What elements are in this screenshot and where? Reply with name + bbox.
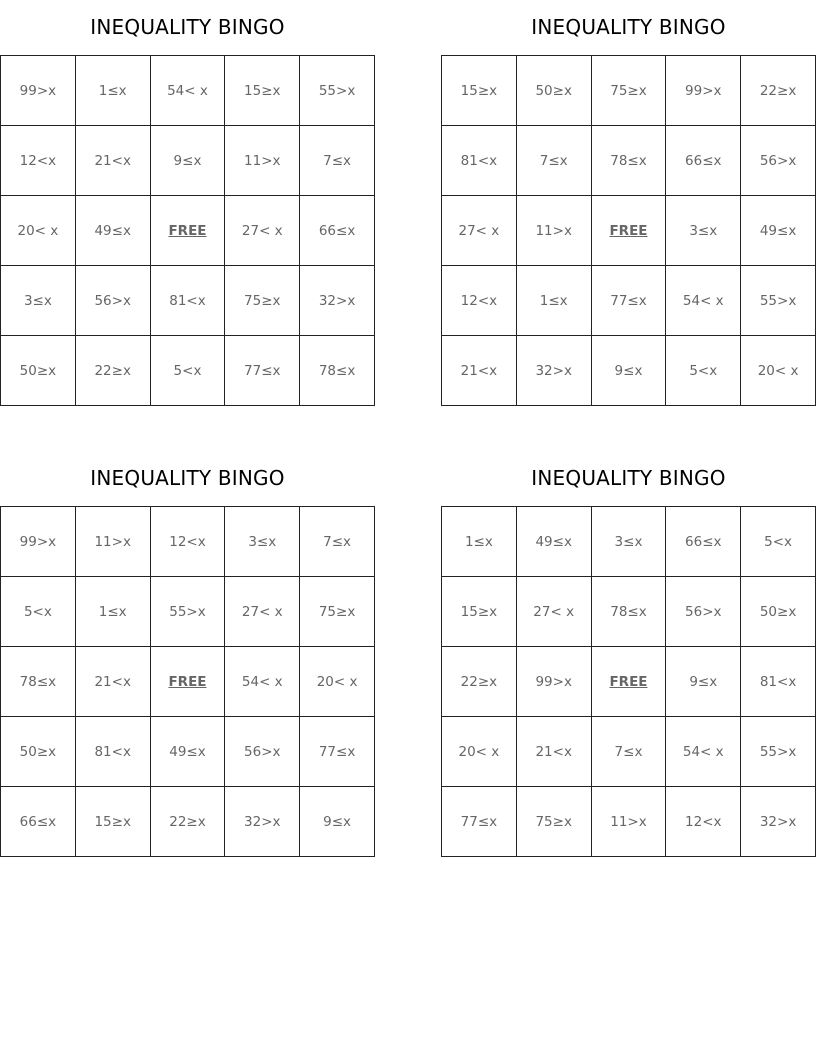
bingo-grid bbox=[0, 506, 375, 857]
bingo-cell: 54< x bbox=[666, 717, 741, 787]
bingo-cell: 66≤x bbox=[666, 507, 741, 577]
bingo-cell: 75≥x bbox=[300, 577, 375, 647]
bingo-cell: 81<x bbox=[442, 126, 517, 196]
free-space-cell: FREE bbox=[151, 196, 226, 266]
bingo-cell: 21<x bbox=[442, 336, 517, 406]
bingo-grid bbox=[441, 55, 816, 406]
bingo-cell: 99>x bbox=[1, 56, 76, 126]
bingo-cell: 5<x bbox=[666, 336, 741, 406]
bingo-cell: 49≤x bbox=[151, 717, 226, 787]
bingo-cell: 56>x bbox=[76, 266, 151, 336]
bingo-grid bbox=[441, 506, 816, 857]
bingo-cell: 22≥x bbox=[151, 787, 226, 857]
bingo-cell: 20< x bbox=[1, 196, 76, 266]
bingo-cell: 20< x bbox=[442, 717, 517, 787]
bingo-cell: 7≤x bbox=[517, 126, 592, 196]
bingo-cell: 75≥x bbox=[517, 787, 592, 857]
card-title: INEQUALITY BINGO bbox=[531, 466, 726, 490]
bingo-cell: 75≥x bbox=[592, 56, 667, 126]
bingo-cell: 5<x bbox=[1, 577, 76, 647]
bingo-cell: 78≤x bbox=[1, 647, 76, 717]
bingo-cell: 3≤x bbox=[1, 266, 76, 336]
bingo-cell: 77≤x bbox=[592, 266, 667, 336]
card-title: INEQUALITY BINGO bbox=[90, 466, 285, 490]
bingo-cell: 50≥x bbox=[1, 717, 76, 787]
bingo-cell: 12<x bbox=[442, 266, 517, 336]
bingo-cell: 32>x bbox=[300, 266, 375, 336]
bingo-cell: 50≥x bbox=[741, 577, 816, 647]
bingo-cell: 49≤x bbox=[741, 196, 816, 266]
bingo-cell: 7≤x bbox=[300, 126, 375, 196]
bingo-cell: 56>x bbox=[225, 717, 300, 787]
bingo-cell: 50≥x bbox=[517, 56, 592, 126]
bingo-cell: 20< x bbox=[741, 336, 816, 406]
bingo-cell: 12<x bbox=[666, 787, 741, 857]
bingo-cell: 66≤x bbox=[666, 126, 741, 196]
bingo-cell: 54< x bbox=[151, 56, 226, 126]
bingo-cell: 11>x bbox=[76, 507, 151, 577]
bingo-cell: 9≤x bbox=[666, 647, 741, 717]
bingo-cell: 3≤x bbox=[592, 507, 667, 577]
bingo-cell: 21<x bbox=[517, 717, 592, 787]
bingo-grid bbox=[0, 55, 375, 406]
bingo-cell: 54< x bbox=[225, 647, 300, 717]
bingo-cell: 27< x bbox=[442, 196, 517, 266]
bingo-cell: 7≤x bbox=[300, 507, 375, 577]
bingo-cell: 78≤x bbox=[300, 336, 375, 406]
card-title: INEQUALITY BINGO bbox=[90, 15, 285, 39]
bingo-cell: 75≥x bbox=[225, 266, 300, 336]
bingo-cell: 27< x bbox=[517, 577, 592, 647]
bingo-cell: 15≥x bbox=[225, 56, 300, 126]
bingo-cell: 66≤x bbox=[1, 787, 76, 857]
bingo-cell: 15≥x bbox=[76, 787, 151, 857]
card-title: INEQUALITY BINGO bbox=[531, 15, 726, 39]
bingo-cell: 22≥x bbox=[76, 336, 151, 406]
bingo-cell: 1≤x bbox=[442, 507, 517, 577]
bingo-cell: 9≤x bbox=[300, 787, 375, 857]
bingo-cell: 77≤x bbox=[442, 787, 517, 857]
bingo-cell: 9≤x bbox=[592, 336, 667, 406]
bingo-cell: 11>x bbox=[225, 126, 300, 196]
bingo-cell: 77≤x bbox=[300, 717, 375, 787]
free-space-cell: FREE bbox=[592, 647, 667, 717]
bingo-cell: 56>x bbox=[741, 126, 816, 196]
bingo-cell: 77≤x bbox=[225, 336, 300, 406]
bingo-cell: 1≤x bbox=[76, 56, 151, 126]
bingo-cell: 99>x bbox=[1, 507, 76, 577]
bingo-cell: 54< x bbox=[666, 266, 741, 336]
bingo-cell: 1≤x bbox=[76, 577, 151, 647]
bingo-cell: 21<x bbox=[76, 126, 151, 196]
bingo-cell: 56>x bbox=[666, 577, 741, 647]
bingo-cell: 99>x bbox=[666, 56, 741, 126]
bingo-cell: 78≤x bbox=[592, 577, 667, 647]
bingo-cell: 12<x bbox=[151, 507, 226, 577]
bingo-cell: 55>x bbox=[741, 717, 816, 787]
bingo-cell: 1≤x bbox=[517, 266, 592, 336]
bingo-cell: 27< x bbox=[225, 196, 300, 266]
bingo-cell: 49≤x bbox=[76, 196, 151, 266]
free-space-cell: FREE bbox=[151, 647, 226, 717]
bingo-cell: 32>x bbox=[225, 787, 300, 857]
bingo-cell: 5<x bbox=[741, 507, 816, 577]
free-space-cell: FREE bbox=[592, 196, 667, 266]
bingo-cell: 11>x bbox=[592, 787, 667, 857]
bingo-cell: 55>x bbox=[741, 266, 816, 336]
bingo-cell: 3≤x bbox=[225, 507, 300, 577]
bingo-cell: 22≥x bbox=[442, 647, 517, 717]
bingo-cell: 5<x bbox=[151, 336, 226, 406]
bingo-cell: 15≥x bbox=[442, 56, 517, 126]
bingo-cell: 21<x bbox=[76, 647, 151, 717]
bingo-cell: 78≤x bbox=[592, 126, 667, 196]
bingo-cell: 50≥x bbox=[1, 336, 76, 406]
bingo-cell: 7≤x bbox=[592, 717, 667, 787]
bingo-cell: 55>x bbox=[300, 56, 375, 126]
bingo-cell: 11>x bbox=[517, 196, 592, 266]
bingo-cell: 32>x bbox=[517, 336, 592, 406]
bingo-cell: 27< x bbox=[225, 577, 300, 647]
bingo-cell: 3≤x bbox=[666, 196, 741, 266]
bingo-cell: 22≥x bbox=[741, 56, 816, 126]
bingo-cell: 55>x bbox=[151, 577, 226, 647]
bingo-cell: 66≤x bbox=[300, 196, 375, 266]
bingo-cell: 81<x bbox=[741, 647, 816, 717]
bingo-cell: 81<x bbox=[151, 266, 226, 336]
bingo-cell: 49≤x bbox=[517, 507, 592, 577]
bingo-cell: 20< x bbox=[300, 647, 375, 717]
bingo-cell: 32>x bbox=[741, 787, 816, 857]
bingo-cell: 81<x bbox=[76, 717, 151, 787]
bingo-cell: 15≥x bbox=[442, 577, 517, 647]
bingo-cell: 9≤x bbox=[151, 126, 226, 196]
bingo-cell: 99>x bbox=[517, 647, 592, 717]
bingo-cell: 12<x bbox=[1, 126, 76, 196]
